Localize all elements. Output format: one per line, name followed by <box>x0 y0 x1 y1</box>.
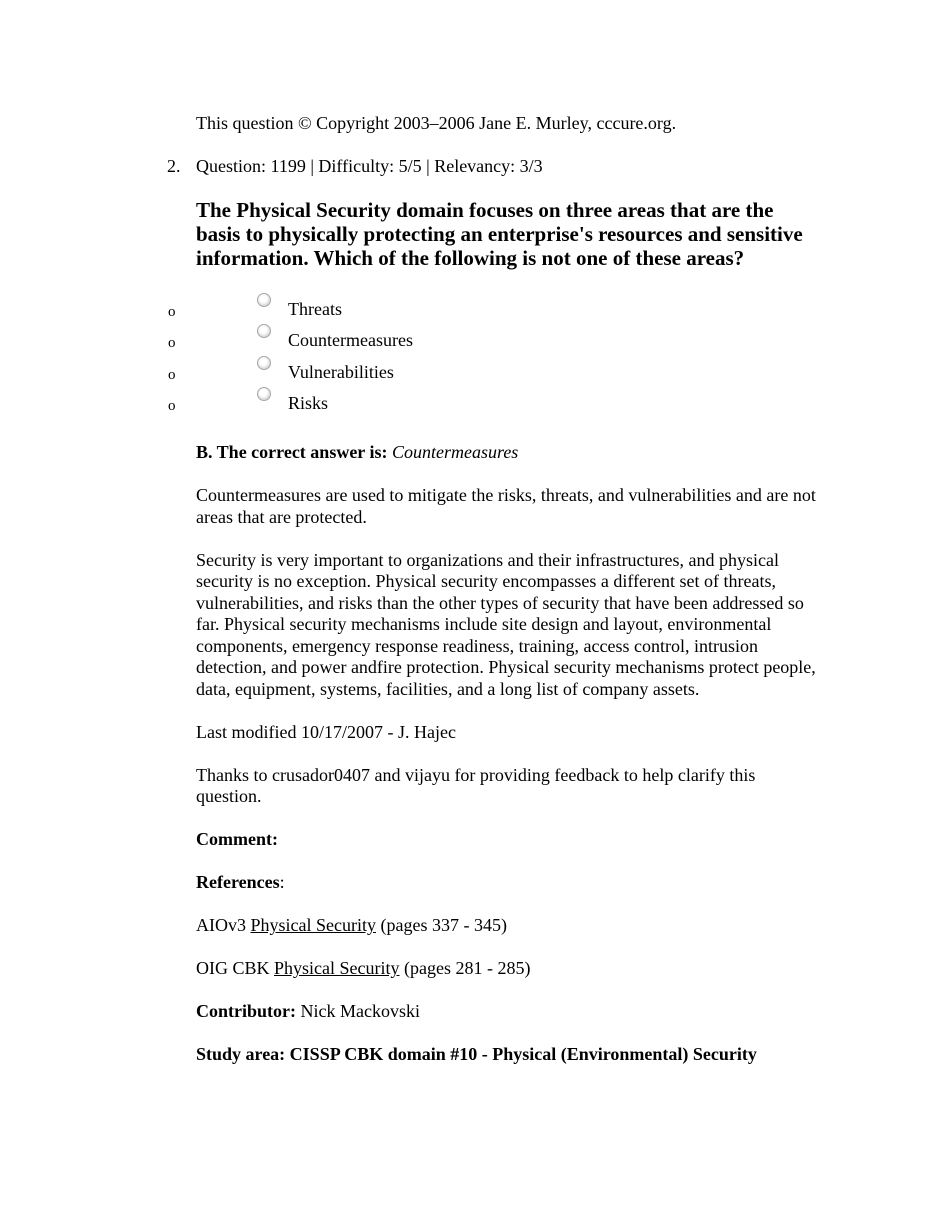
reference-link[interactable]: Physical Security <box>274 958 400 979</box>
correct-answer-value: Countermeasures <box>391 442 519 463</box>
study-area: Study area: CISSP CBK domain #10 - Physical (Environmental) Security <box>196 1044 757 1065</box>
radio-button[interactable] <box>257 293 271 307</box>
references-colon: : <box>279 872 285 893</box>
option-label: Countermeasures <box>288 330 413 351</box>
correct-answer <box>196 442 816 464</box>
reference-link[interactable]: Physical Security <box>250 915 376 936</box>
correct-answer-label: B. The correct answer is: <box>196 442 388 463</box>
list-bullet: o <box>168 366 176 383</box>
references-heading <box>196 872 816 894</box>
copyright-notice: This question © Copyright 2003–2006 Jane E. Murley, cccure.org. <box>196 113 677 133</box>
option-vulnerabilities[interactable] <box>168 357 816 388</box>
reference-suffix: (pages 281 - 285) <box>399 958 531 979</box>
answer-options <box>168 294 816 419</box>
last-modified: Last modified 10/17/2007 - J. Hajec <box>196 721 456 742</box>
list-bullet: o <box>168 304 176 320</box>
reference-item <box>196 915 816 937</box>
reference-item <box>196 958 816 980</box>
radio-button[interactable] <box>257 324 271 338</box>
option-label: Risks <box>288 392 329 413</box>
contributor-name: Nick Mackovski <box>296 1001 420 1022</box>
contributor <box>196 1001 816 1023</box>
question-title: The Physical Security domain focuses on three areas that are the basis to physically protecting an enterprise's resources and sensitive information. Which of the following is not one of these areas? <box>196 198 803 270</box>
reference-prefix: AIOv3 <box>196 915 251 936</box>
references-label: References <box>196 872 280 893</box>
question-header <box>167 155 816 178</box>
contributor-label: Contributor: <box>196 1001 296 1022</box>
option-countermeasures[interactable] <box>168 325 816 356</box>
radio-button[interactable] <box>257 356 271 370</box>
radio-button[interactable] <box>257 387 271 401</box>
explanation-paragraph: Countermeasures are used to mitigate the risks, threats, and vulnerabilities and are not areas that are protected. <box>196 485 816 527</box>
explanation-paragraph: Security is very important to organizations and their infrastructures, and physical security is no exception. Physical security encompasses a different set of threats, vulnerabilities, and risks than the other types of security that have been addressed so far. Physical security mechanisms include site design and layout, environmental components, emergency response readiness, training, access control, intrusion detection, and power andfire protection. Physical security mechanisms protect people, data, equipment, systems, facilities, and a long list of company assets. <box>196 549 816 699</box>
comment-label: Comment: <box>196 829 278 850</box>
question-meta: Question: 1199 | Difficulty: 5/5 | Relevancy: 3/3 <box>196 155 543 176</box>
option-label: Threats <box>288 299 342 319</box>
option-risks[interactable] <box>168 388 816 419</box>
list-bullet: o <box>168 397 176 414</box>
question-content <box>167 113 816 1087</box>
thanks-note: Thanks to crusador0407 and vijayu for providing feedback to help clarify this question. <box>196 764 756 807</box>
question-number: 2. <box>167 155 181 176</box>
list-bullet: o <box>168 335 176 352</box>
reference-suffix: (pages 337 - 345) <box>375 915 507 936</box>
option-label: Vulnerabilities <box>288 361 394 382</box>
reference-prefix: OIG CBK <box>196 958 275 979</box>
option-threats[interactable] <box>168 294 816 325</box>
